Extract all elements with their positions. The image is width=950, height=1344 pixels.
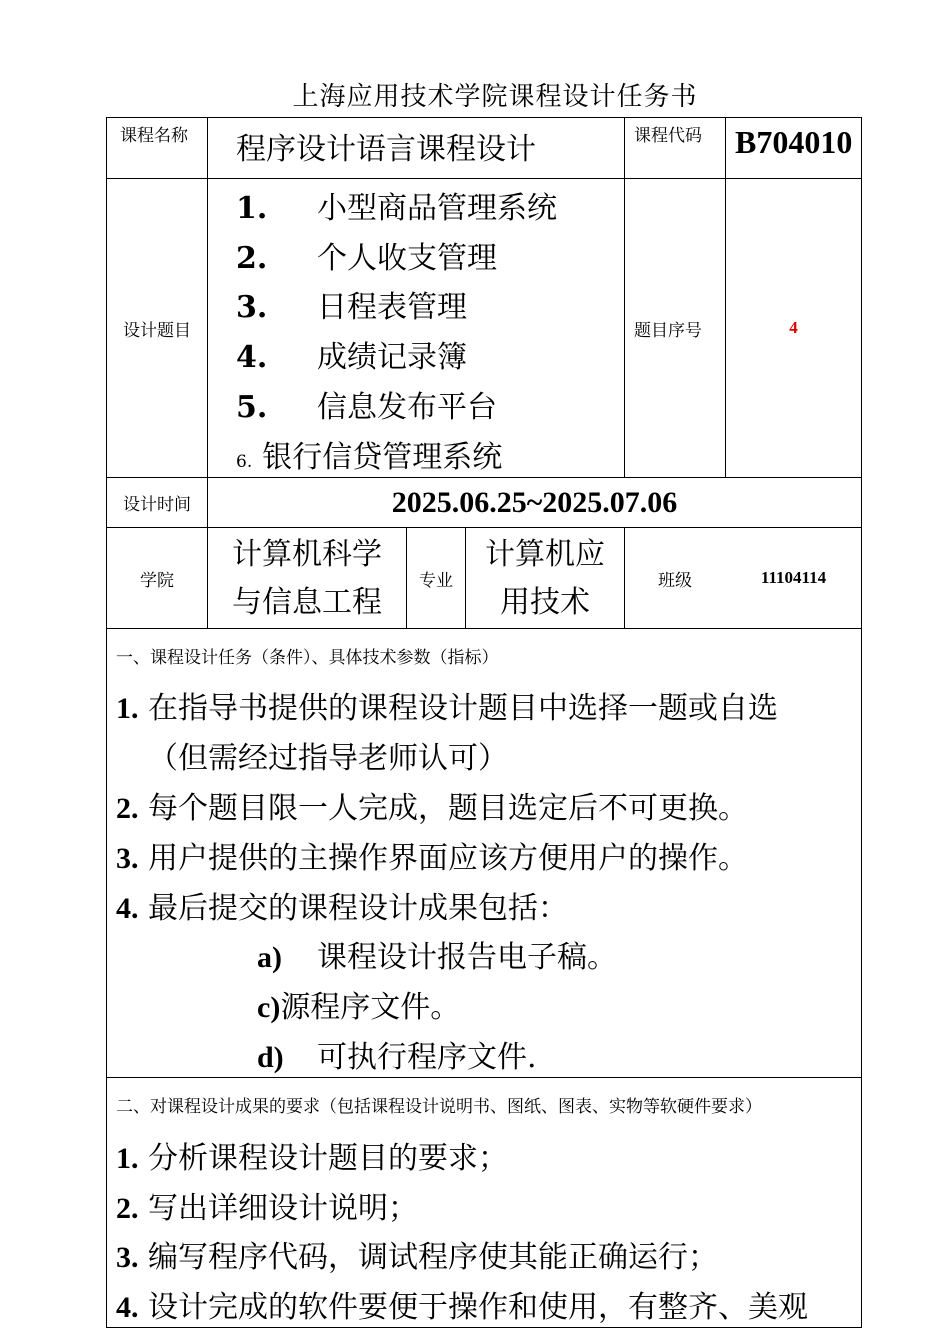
deliverable-c: c)源程序文件。 [257, 990, 461, 1025]
design-time-label: 设计时间 [123, 495, 191, 515]
course-code-value: B704010 [735, 124, 853, 160]
document-title: 上海应用技术学院课程设计任务书 [292, 82, 698, 112]
class-value: 11104114 [760, 568, 827, 587]
task-item-1: 1. 在指导书提供的课程设计题目中选择一题或自选 [116, 691, 779, 726]
topic-item: 6. 银行信贷管理系统 [236, 440, 503, 475]
college-value: 计算机科学 与信息工程 [232, 537, 382, 620]
task-item-3: 3. 用户提供的主操作界面应该方便用户的操作。 [116, 841, 749, 876]
topic-item: 5. 信息发布平台 [236, 390, 497, 425]
college-label: 学院 [140, 570, 174, 591]
topics-label: 设计题目 [123, 320, 191, 341]
requirement-item-2: 2. 写出详细设计说明； [116, 1191, 419, 1226]
topic-item: 3. 日程表管理 [236, 290, 467, 325]
requirement-item-4: 4. 设计完成的软件要便于操作和使用，有整齐、美观 [116, 1290, 809, 1325]
deliverable-d: d) 可执行程序文件. [257, 1040, 537, 1075]
topic-seq-value: 4 [789, 318, 798, 337]
major-value: 计算机应 用技术 [485, 537, 605, 620]
design-time-value: 2025.06.25~2025.07.06 [391, 485, 678, 519]
section1-heading: 一、课程设计任务（条件）、具体技术参数（指标） [116, 648, 499, 668]
deliverable-a: a) 课程设计报告电子稿。 [257, 940, 617, 975]
task-item-4: 4. 最后提交的课程设计成果包括： [116, 891, 569, 926]
class-label: 班级 [658, 570, 692, 591]
topic-item: 2. 个人收支管理 [236, 241, 497, 276]
topic-seq-label: 题目序号 [634, 320, 702, 341]
course-name-label: 课程名称 [120, 126, 188, 146]
topic-item: 4. 成绩记录簿 [236, 340, 467, 375]
requirement-item-1: 1. 分析课程设计题目的要求； [116, 1141, 509, 1176]
requirement-item-3: 3. 编写程序代码，调试程序使其能正确运行； [116, 1240, 719, 1275]
task-item-1-continued: （但需经过指导老师认可） [148, 741, 508, 776]
section2-heading: 二、对课程设计成果的要求（包括课程设计说明书、图纸、图表、实物等软硬件要求） [116, 1097, 762, 1117]
course-name-value: 程序设计语言课程设计 [236, 132, 536, 167]
major-label: 专业 [419, 570, 453, 591]
course-code-label: 课程代码 [634, 126, 702, 146]
task-item-2: 2. 每个题目限一人完成，题目选定后不可更换。 [116, 791, 749, 826]
topic-item: 1. 小型商品管理系统 [236, 191, 557, 226]
